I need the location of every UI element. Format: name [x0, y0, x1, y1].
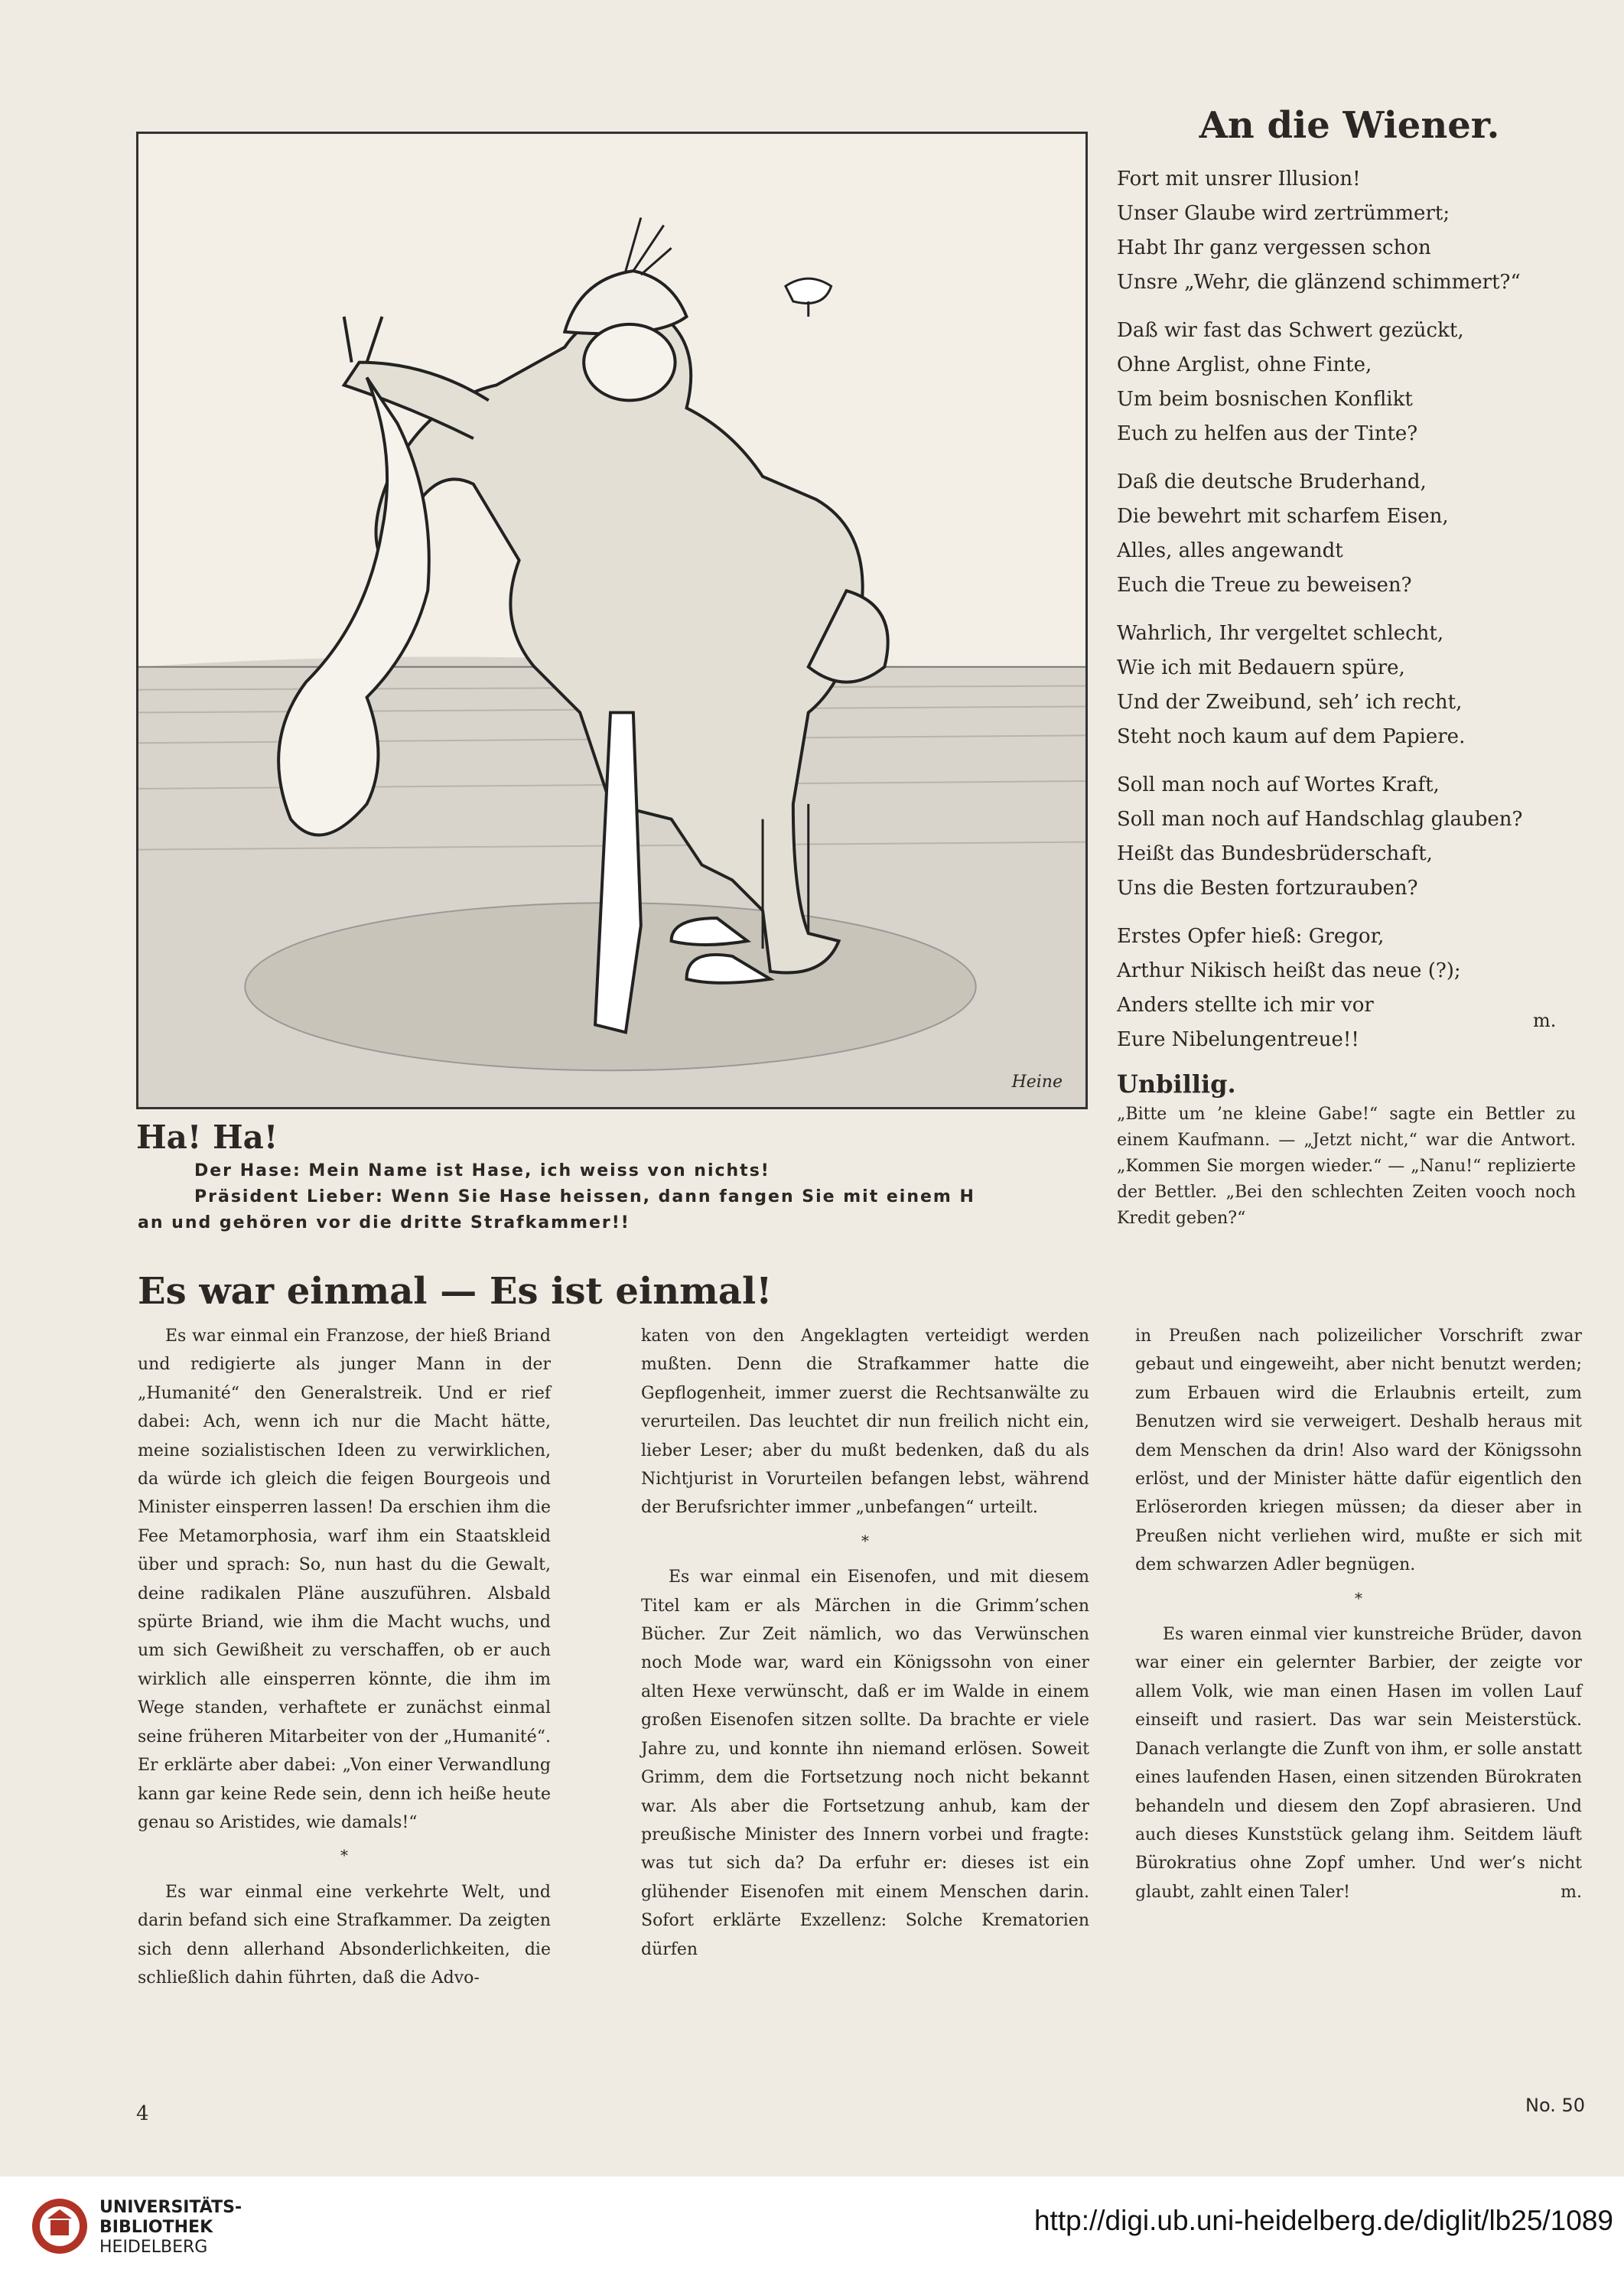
- poem-verse: Euch zu helfen aus der Tinte?: [1117, 422, 1418, 445]
- cartoon-drawing: [138, 134, 1085, 1107]
- poem-verse: Soll man noch auf Wortes Kraft,: [1117, 773, 1440, 796]
- poem-verse: Arthur Nikisch heißt das neue (?);: [1117, 959, 1461, 982]
- poem-verse: Daß wir fast das Schwert gezückt,: [1117, 319, 1464, 342]
- article-column-3: [1135, 1322, 1582, 1907]
- poem-verse: Die bewehrt mit scharfem Eisen,: [1117, 505, 1449, 528]
- library-name-line: UNIVERSITÄTS-: [99, 2198, 242, 2217]
- poem-verse: Eure Nibelungentreue!!: [1117, 1028, 1359, 1051]
- poem-verse: Steht noch kaum auf dem Papiere.: [1117, 725, 1466, 748]
- issue-number: No. 50: [1525, 2095, 1586, 2116]
- poem-verse: Daß die deutsche Bruderhand,: [1117, 470, 1427, 493]
- source-url-link[interactable]: http://digi.ub.uni-heidelberg.de/diglit/lb25/1089: [1033, 2205, 1613, 2236]
- digitization-footer: [0, 2176, 1624, 2292]
- anecdote-title: Unbillig.: [1117, 1069, 1236, 1099]
- article-paragraph: in Preußen nach polizeilicher Vorschrift zwar gebaut und eingeweiht, aber nicht benutzt werden; zum Erbauen wird die Erlaubnis erteilt, zum Benutzen wird sie verweigert. Deshalb heraus mit dem Menschen da drin! Also ward der Königssohn erlöst, und der Minister hätte dafür eigentlich den Erlöserorden kriegen müssen; da dieser aber in Preußen nicht verliehen wird, mußte er sich mit dem schwarzen Adler begnügen.: [1135, 1327, 1582, 1575]
- poem-verse: Anders stellte ich mir vor: [1117, 994, 1374, 1017]
- cartoon-illustration: [136, 132, 1088, 1109]
- article-title: Es war einmal — Es ist einmal!: [138, 1270, 773, 1313]
- poem-verse: Fort mit unsrer Illusion!: [1117, 168, 1361, 190]
- library-seal-icon: [29, 2188, 90, 2264]
- article-paragraph: katen von den Angeklagten verteidigt werden mußten. Denn die Strafkammer hatte die Gepflogenheit, immer zuerst die Rechtsanwälte zu verurteilen. Das leuchtet dir nun freilich nicht ein, lieber Leser; aber du mußt bedenken, daß du als Nichtjurist in Vorurteilen befangen lebst, während der Berufsrichter immer „unbefangen“ urteilt.: [641, 1327, 1089, 1518]
- article-column-2: [641, 1322, 1089, 1964]
- cartoon-caption-line-2: Präsident Lieber: Wenn Sie Hase heissen, dann fangen Sie mit einem H: [194, 1187, 975, 1206]
- poem-verse: Unser Glaube wird zertrümmert;: [1117, 202, 1450, 225]
- article-paragraph: Es war einmal eine verkehrte Welt, und darin befand sich eine Strafkammer. Da zeigten sich denn allerhand Absonderlichkeiten, die schließlich dahin führten, daß die Advo-: [138, 1882, 551, 1988]
- poem-verse: Euch die Treue zu beweisen?: [1117, 574, 1412, 597]
- poem-verse: Heißt das Bundesbrüderschaft,: [1117, 842, 1433, 865]
- library-name-line: HEIDELBERG: [99, 2238, 208, 2257]
- poem-verse: Habt Ihr ganz vergessen schon: [1117, 236, 1431, 259]
- cartoon-caption-line-3: an und gehören vor die dritte Strafkammer!!: [138, 1213, 630, 1232]
- poem-verse: Wie ich mit Bedauern spüre,: [1117, 656, 1405, 679]
- poem-verse: Unsre „Wehr, die glänzend schimmert?“: [1117, 271, 1521, 294]
- cartoon-caption-title: Ha! Ha!: [136, 1118, 278, 1156]
- anecdote-text: „Bitte um ’ne kleine Gabe!“ sagte ein Bettler zu einem Kaufmann. — „Jetzt nicht,“ war die Antwort. „Kommen Sie morgen wieder.“ — „Nanu!“ replizierte der Bettler. „Bei den schlechten Zeiten vooch noch Kredit geben?“: [1117, 1105, 1576, 1228]
- poem-stanza: [1117, 768, 1561, 906]
- article-paragraph: Es war einmal ein Franzose, der hieß Briand und redigierte als junger Mann in der „Humanité“ den Generalstreik. Und er rief dabei: Ach, wenn ich nur die Macht hätte, meine sozialistischen Ideen zu verwirklichen, da würde ich gleich die feigen Bourgeois und Minister einsperren lassen! Da erschien ihm die Fee Metamorphosia, warf ihm ein Staatskleid über und sprach: So, nun hast du die Gewalt, deine radikalen Pläne auszuführen. Alsbald spürte Briand, wie ihm die Macht wuchs, und um sich Gewißheit zu verschaffen, ob er auch wirklich alle einsperren könnte, die ihm im Wege standen, verhaftete er zunächst einmal seine früheren Mitarbeiter von der „Humanité“. Er erklärte aber dabei: „Von einer Verwandlung kann gar keine Rede sein, denn ich heiße heute genau so Aristides, wie damals!“: [138, 1327, 551, 1832]
- poem-title: An die Wiener.: [1199, 104, 1500, 147]
- poem-verse: Alles, alles angewandt: [1117, 539, 1343, 562]
- poem-verse: Uns die Besten fortzurauben?: [1117, 877, 1418, 900]
- page-number: 4: [136, 2102, 149, 2125]
- poem-verse: Erstes Opfer hieß: Gregor,: [1117, 925, 1385, 948]
- section-separator: *: [340, 1846, 348, 1865]
- poem-verse: Wahrlich, Ihr vergeltet schlecht,: [1117, 622, 1444, 645]
- section-separator: *: [861, 1531, 869, 1550]
- poem-verse: Soll man noch auf Handschlag glauben?: [1117, 808, 1523, 831]
- library-name-line: BIBLIOTHEK: [99, 2218, 213, 2237]
- poem-stanza: [1117, 617, 1561, 754]
- poem-stanza: [1117, 314, 1561, 451]
- poem-verse: Ohne Arglist, ohne Finte,: [1117, 353, 1372, 376]
- library-name: [99, 2198, 242, 2258]
- section-separator: *: [1355, 1588, 1362, 1607]
- article-column-1: [138, 1322, 551, 1992]
- poem-body: [1117, 162, 1561, 1071]
- cartoon-caption-line-1: Der Hase: Mein Name ist Hase, ich weiss von nichts!: [194, 1161, 770, 1180]
- article-paragraph: Es waren einmal vier kunstreiche Brüder, davon war einer ein gelernter Barbier, der zeigte vor allem Volk, wie man einen Hasen im vollen Lauf einseift und rasiert. Das war sein Meisterstück. Danach verlangte die Zunft von ihm, er solle anstatt eines laufenden Hasen, einen sitzenden Bürokraten behandeln und diesem den Zopf abrasieren. Und auch dieses Kunststück gelang ihm. Seitdem läuft Bürokratius ohne Zopf umher. Und wer’s nicht glaubt, zahlt einen Taler!: [1135, 1625, 1582, 1902]
- poem-verse: Und der Zweibund, seh’ ich recht,: [1117, 691, 1463, 714]
- article-signature: m.: [1561, 1883, 1582, 1903]
- poem-stanza: [1117, 920, 1561, 1057]
- poem-signature: m.: [1533, 1010, 1557, 1031]
- article-paragraph: Es war einmal ein Eisenofen, und mit diesem Titel kam er als Märchen in die Grimm’schen Bücher. Zur Zeit nämlich, wo das Verwünschen noch Mode war, ward ein Königssohn von einer alten Hexe verwünscht, daß er im Walde in einem großen Eisenofen sitzen sollte. Da brachte er viele Jahre zu, und konnte ihn niemand erlösen. Soweit Grimm, dem die Fortsetzung noch nicht bekannt war. Als aber die Fortsetzung anhub, kam der preußische Minister des Innern vorbei und fragte: was tut sich da? Da erfuhr er: dieses ist ein glühender Eisenofen mit einem Menschen darin. Sofort erklärte Exzellenz: Solche Krematorien dürfen: [641, 1568, 1089, 1959]
- poem-stanza: [1117, 465, 1561, 603]
- poem-stanza: [1117, 162, 1561, 300]
- poem-verse: Um beim bosnischen Konflikt: [1117, 388, 1413, 411]
- artist-signature: Heine: [1011, 1073, 1063, 1092]
